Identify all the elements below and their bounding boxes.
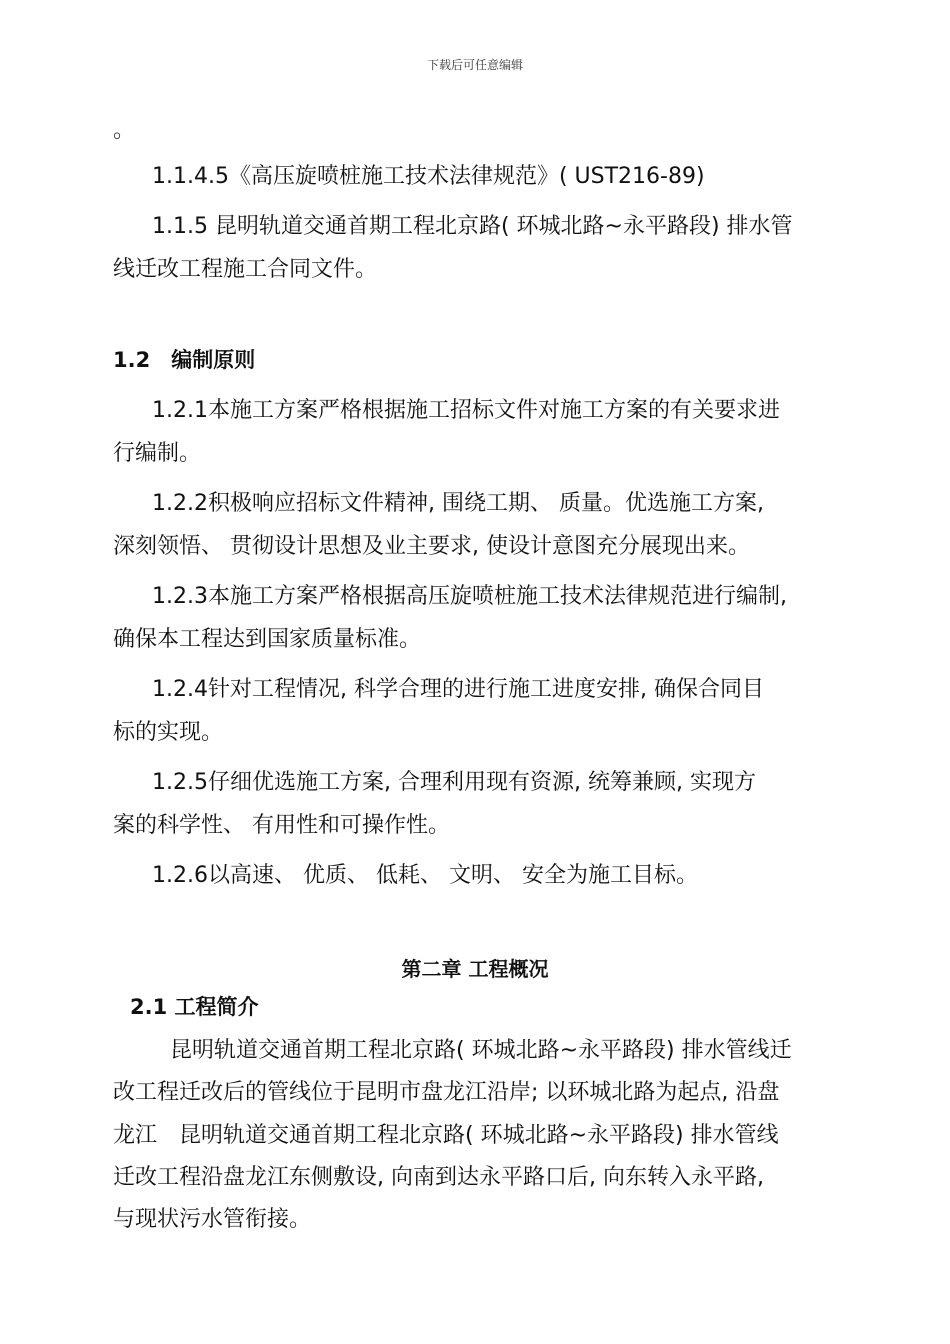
section-heading-1-2: 1.2 编制原则 [113,348,256,372]
text-line: 行编制。 [113,441,202,466]
section-heading-2-1: 2.1 工程简介 [130,995,259,1019]
text-line: 龙江 昆明轨道交通首期工程北京路( 环城北路~永平路段) 排水管线 [113,1123,779,1148]
text-line: 案的科学性、 有用性和可操作性。 [113,813,450,838]
text-line: 线迁改工程施工合同文件。 [113,257,378,282]
text-line: 1.2.1本施工方案严格根据施工招标文件对施工方案的有关要求进 [152,398,780,423]
text-line: 昆明轨道交通首期工程北京路( 环城北路~永平路段) 排水管线迁 [170,1038,792,1063]
text-line: 。 [113,118,136,143]
page-header: 下载后可任意编辑 [426,58,523,72]
text-line: 1.1.5 昆明轨道交通首期工程北京路( 环城北路~永平路段) 排水管 [152,214,793,239]
text-line: 1.1.4.5《高压旋喷桩施工技术法律规范》( UST216-89) [152,164,705,189]
text-line: 1.2.4针对工程情况, 科学合理的进行施工进度安排, 确保合同目 [152,677,764,702]
text-line: 1.2.2积极响应招标文件精神, 围绕工期、 质量。优选施工方案, [152,491,764,516]
text-line: 与现状污水管衔接。 [113,1207,312,1232]
text-line: 深刻领悟、 贯彻设计思想及业主要求, 使设计意图充分展现出来。 [113,534,750,559]
text-line: 1.2.3本施工方案严格根据高压旋喷桩施工技术法律规范进行编制, [152,584,787,609]
text-line: 标的实现。 [113,720,224,745]
text-line: 改工程迁改后的管线位于昆明市盘龙江沿岸; 以环城北路为起点, 沿盘 [113,1080,780,1105]
text-line: 迁改工程沿盘龙江东侧敷设, 向南到达永平路口后, 向东转入永平路, [113,1165,764,1190]
text-line: 1.2.5仔细优选施工方案, 合理利用现有资源, 统筹兼顾, 实现方 [152,770,756,795]
chapter-title: 第二章 工程概况 [401,957,549,981]
text-line: 确保本工程达到国家质量标准。 [113,627,422,652]
text-line: 1.2.6以高速、 优质、 低耗、 文明、 安全为施工目标。 [152,863,698,888]
